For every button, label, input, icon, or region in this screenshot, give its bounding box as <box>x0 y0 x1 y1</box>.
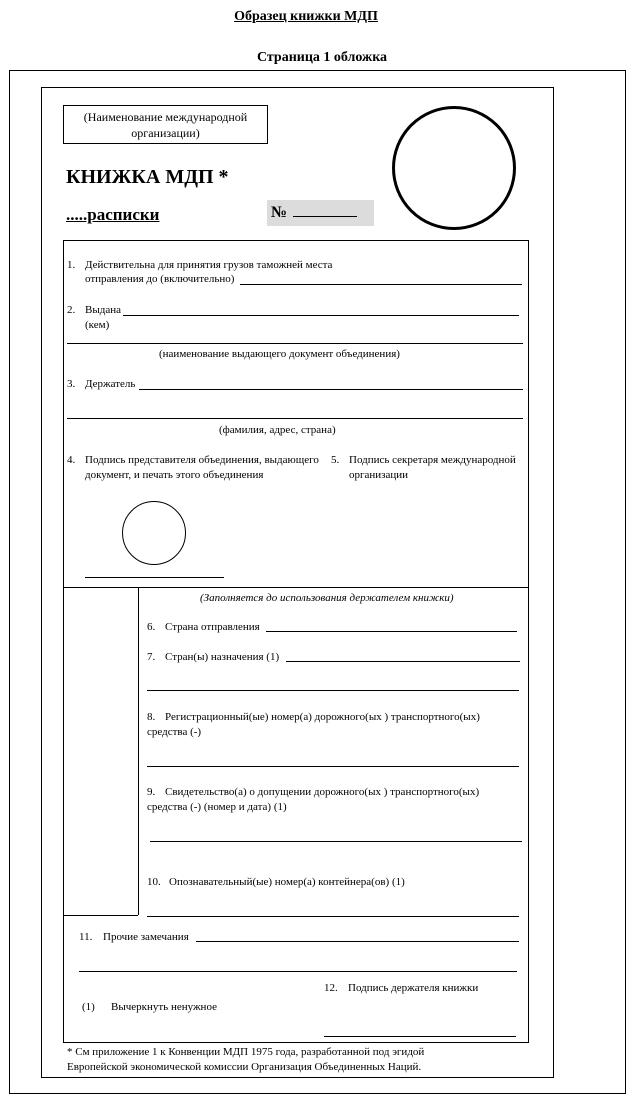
number-sign: № <box>271 204 288 221</box>
item-10-field[interactable] <box>147 916 519 917</box>
item-2-field-2[interactable] <box>67 343 523 344</box>
footnote-text: Вычеркнуть ненужное <box>111 1001 217 1013</box>
receipts-label: .....расписки <box>66 205 160 224</box>
item-7-num: 7. <box>147 651 156 663</box>
item-2-label: Выдана <box>85 304 121 316</box>
item-9-num: 9. <box>147 786 156 798</box>
item-11-num: 11. <box>79 931 93 943</box>
item-3-field-2[interactable] <box>67 418 523 419</box>
item-3-field[interactable] <box>139 389 523 390</box>
item-9-label-2: средства (-) (номер и дата) (1) <box>147 801 287 813</box>
item-9-field[interactable] <box>150 841 522 842</box>
item-2-caption: (наименование выдающего документ объединения) <box>159 348 400 360</box>
item-4-num: 4. <box>67 454 76 466</box>
item-4-signature-field[interactable] <box>85 577 224 578</box>
item-8-num: 8. <box>147 711 156 723</box>
item-11-field[interactable] <box>196 941 519 942</box>
item-7-field-2[interactable] <box>147 690 519 691</box>
item-11-label: Прочие замечания <box>103 931 189 943</box>
item-1-label-2: отправления до (включительно) <box>85 273 235 285</box>
item-10-num: 10. <box>147 876 161 888</box>
item-8-label: Регистрационный(ые) номер(а) дорожного(ых ) транспортного(ых) <box>165 711 480 723</box>
item-1-label: Действительна для принятия грузов таможней места <box>85 259 333 271</box>
item-5-num: 5. <box>331 454 340 466</box>
item-3-label: Держатель <box>85 378 136 390</box>
footer-line-2: Европейской экономической комиссии Организация Объединенных Наций. <box>67 1061 422 1073</box>
item-8-label-2: средства (-) <box>147 726 202 738</box>
seal-circle-icon <box>122 501 186 565</box>
stamp-circle-icon <box>392 106 516 230</box>
item-7-label: Стран(ы) назначения (1) <box>165 651 280 663</box>
item-12-label: Подпись держателя книжки <box>348 982 479 994</box>
footer-line-1: * См приложение 1 к Конвенции МДП 1975 года, разработанной под эгидой <box>67 1046 425 1058</box>
carnet-number-field[interactable] <box>267 200 374 226</box>
item-6-label: Страна отправления <box>165 621 260 633</box>
item-4-label-2: документ, и печать этого объединения <box>85 469 264 481</box>
item-8-field[interactable] <box>147 766 519 767</box>
organization-name-box: (Наименование международной организации) <box>63 105 268 144</box>
item-2-sublabel: (кем) <box>85 319 110 331</box>
left-column-border <box>138 587 139 915</box>
item-2-num: 2. <box>67 304 76 316</box>
item-3-num: 3. <box>67 378 76 390</box>
item-9-label: Свидетельство(а) о допущении дорожного(ых ) транспортного(ых) <box>165 786 480 798</box>
item-3-caption: (фамилия, адрес, страна) <box>219 424 336 436</box>
holder-note: (Заполняется до использования держателем книжки) <box>200 592 454 604</box>
item-4-label: Подпись представителя объединения, выдающего <box>85 454 319 466</box>
item-2-field[interactable] <box>123 315 519 316</box>
item-12-signature-field[interactable] <box>324 1036 516 1037</box>
item-10-label: Опознавательный(ые) номер(а) контейнера(ов) (1) <box>169 876 405 888</box>
page-subtitle: Страница 1 обложка <box>256 50 388 65</box>
item-7-field[interactable] <box>286 661 520 662</box>
number-blank[interactable] <box>293 202 357 217</box>
item-5-label: Подпись секретаря международной <box>349 454 516 466</box>
item-5-label-2: организации <box>349 469 409 481</box>
carnet-title: КНИЖКА МДП * <box>66 166 229 188</box>
item-6-field[interactable] <box>266 631 517 632</box>
item-1-field[interactable] <box>240 284 522 285</box>
item-6-num: 6. <box>147 621 156 633</box>
item-1-num: 1. <box>67 259 76 271</box>
item-12-num: 12. <box>324 982 338 994</box>
document-title: Образец книжки МДП <box>234 9 378 24</box>
section-divider <box>63 587 529 588</box>
item-11-field-2[interactable] <box>79 971 517 972</box>
left-column-bottom <box>63 915 138 916</box>
footnote-mark: (1) <box>82 1001 95 1013</box>
